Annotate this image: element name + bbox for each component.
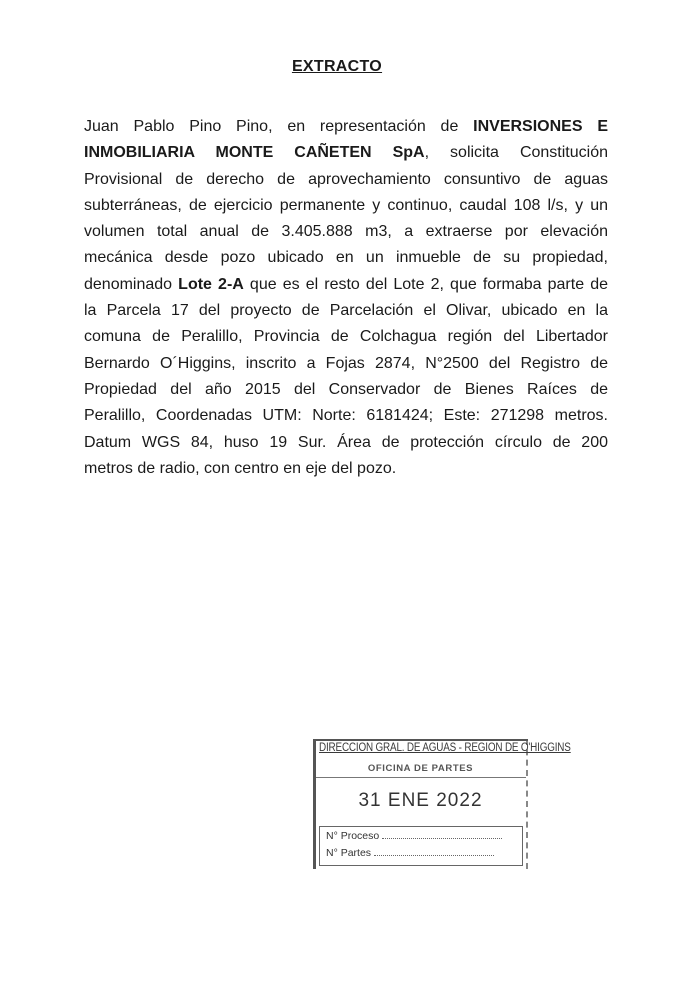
bold-text: Lote 2-A [178,275,244,293]
text-line [84,430,608,456]
text-line [84,193,608,219]
bold-text: INMOBILIARIA MONTE CAÑETEN SpA [84,144,425,162]
text-segment: subterráneas, de ejercicio permanente y continuo, caudal 108 l/s, y un [84,196,608,214]
text-line [84,245,608,271]
text-line [84,167,608,193]
text-segment: comuna de Peralillo, Provincia de Colchagua región del Libertador [84,328,608,346]
text-line [84,114,608,140]
text-segment: volumen total anual de 3.405.888 m3, a extraerse por elevación [84,223,608,241]
text-line [84,351,608,377]
text-segment: denominado [84,275,179,293]
stamp-fields-box [319,826,523,866]
text-line [84,403,608,429]
text-line [84,140,608,166]
stamp-dotted-line [382,838,502,839]
text-segment: Datum WGS 84, huso 19 Sur. Área de protección círculo de 200 [84,433,608,451]
text-segment: que es el resto del Lote 2, que formaba parte de [243,275,609,293]
reception-stamp [313,739,571,869]
text-segment: la Parcela 17 del proyecto de Parcelación el Olivar, ubicado en la [84,302,608,320]
document-title: EXTRACTO [291,58,383,75]
text-line [84,324,608,350]
text-line [84,272,608,298]
text-segment: , solicita Constitución [424,144,608,162]
stamp-field-parts [326,847,494,859]
stamp-field-process-label: N° Proceso [326,830,380,842]
text-line [84,219,608,245]
stamp-date: 31 ENE 2022 [358,790,483,811]
text-segment: mecánica desde pozo ubicado en un inmueble de su propiedad, [84,249,608,267]
stamp-field-process [326,830,502,842]
stamp-header: DIRECCION GRAL. DE AGUAS - REGION DE O'HIGGINS [319,742,571,754]
stamp-top-rule [313,739,528,741]
text-segment: Propiedad del año 2015 del Conservador de Bienes Raíces de [84,380,608,398]
stamp-field-parts-label: N° Partes [326,847,372,859]
text-line [84,377,608,403]
text-line [84,298,608,324]
stamp-divider [316,777,526,778]
text-line [84,456,608,482]
text-segment: metros de radio, con centro en eje del pozo. [84,459,397,477]
bold-text: INVERSIONES E [473,118,608,135]
text-segment: Provisional de derecho de aprovechamiento consuntivo de aguas [84,170,608,188]
stamp-dotted-line [374,855,494,856]
extract-body [84,114,608,482]
text-segment: Juan Pablo Pino Pino, en representación de [84,118,474,135]
stamp-office: OFICINA DE PARTES [367,763,474,774]
text-segment: Bernardo O´Higgins, inscrito a Fojas 2874, N°2500 del Registro de [84,354,608,372]
text-segment: Peralillo, Coordenadas UTM: Norte: 6181424; Este: 271298 metros. [84,407,608,425]
